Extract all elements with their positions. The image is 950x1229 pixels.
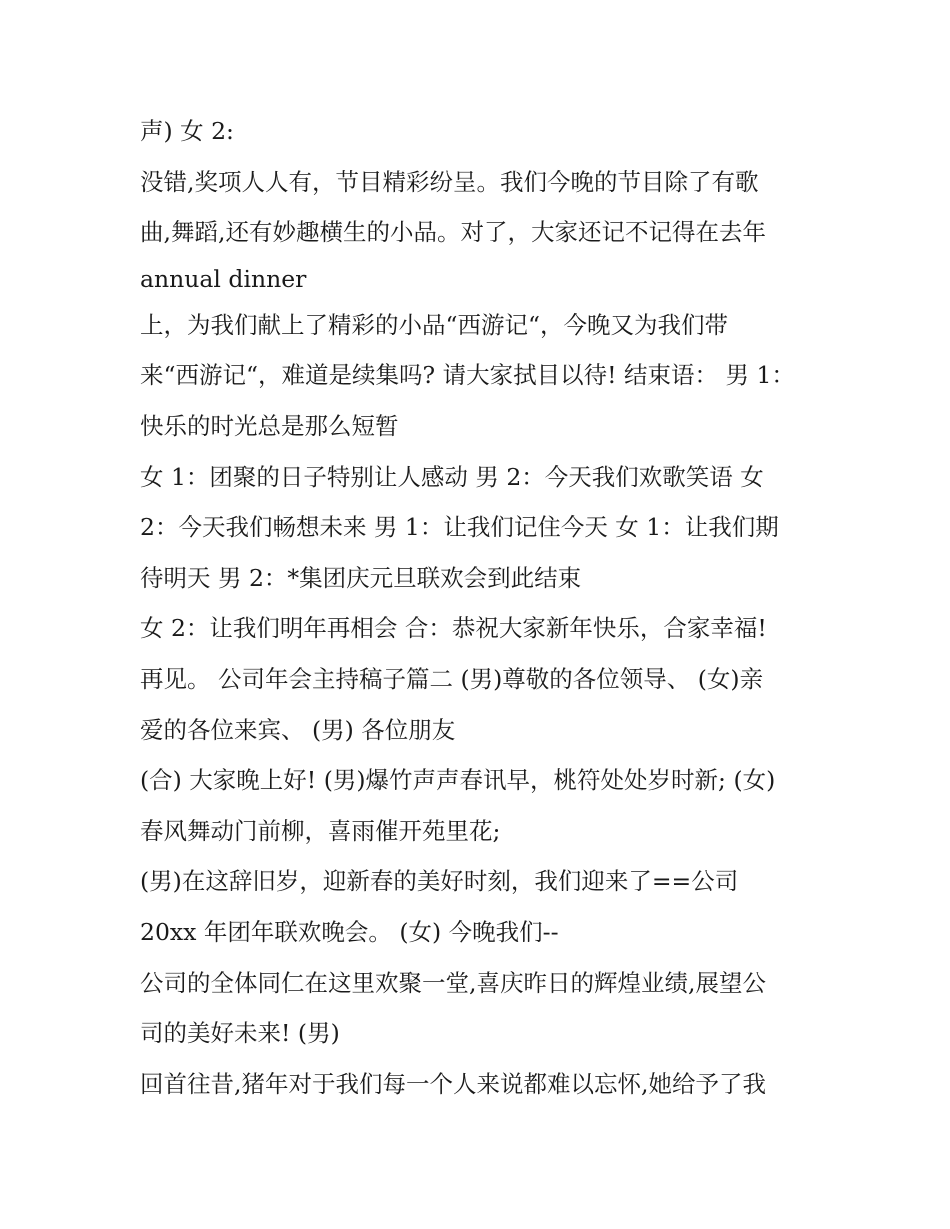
text-line-10: 待明天 男 2：*集团庆元旦联欢会到此结束 (140, 563, 582, 592)
text-line-15: 春风舞动门前柳，喜雨催开苑里花; (140, 816, 501, 845)
text-line-8: 女 1：团聚的日子特别让人感动 男 2：今天我们欢歌笑语 女 (140, 462, 764, 491)
text-line-19: 司的美好未来! (男) (140, 1019, 340, 1048)
text-line-18: 公司的全体同仁在这里欢聚一堂,喜庆昨日的辉煌业绩,展望公 (140, 968, 766, 997)
text-line-7: 快乐的时光总是那么短暂 (140, 411, 399, 440)
text-line-14: (合) 大家晚上好! (男)爆竹声声春讯早，桃符处处岁时新; (女) (140, 766, 776, 795)
text-line-12: 再见。 公司年会主持稿子篇二 (男)尊敬的各位领导、 (女)亲 (140, 664, 764, 693)
text-line-2: 没错,奖项人人有，节目精彩纷呈。我们今晚的节目除了有歌 (140, 167, 759, 196)
text-line-13: 爱的各位来宾、 (男) 各位朋友 (140, 715, 456, 744)
text-line-4: annual dinner (140, 264, 307, 293)
text-line-9: 2：今天我们畅想未来 男 1：让我们记住今天 女 1：让我们期 (140, 513, 779, 542)
text-line-17: 20xx 年团年联欢晚会。 (女) 今晚我们-- (140, 917, 559, 946)
text-line-3: 曲,舞蹈,还有妙趣横生的小品。对了，大家还记不记得在去年 (140, 218, 766, 247)
text-line-16: (男)在这辞旧岁，迎新春的美好时刻，我们迎来了==公司 (140, 867, 739, 896)
text-line-1: 声) 女 2: (140, 117, 234, 145)
text-line-11: 女 2：让我们明年再相会 合：恭祝大家新年快乐，合家幸福! (140, 614, 767, 643)
document-body (140, 106, 812, 1109)
text-line-20: 回首往昔,猪年对于我们每一个人来说都难以忘怀,她给予了我 (140, 1069, 766, 1098)
text-line-5: 上，为我们献上了精彩的小品“西游记“，今晚又为我们带 (140, 310, 729, 339)
text-line-6: 来“西游记“，难道是续集吗? 请大家拭目以待! 结束语： 男 1： (140, 361, 795, 390)
